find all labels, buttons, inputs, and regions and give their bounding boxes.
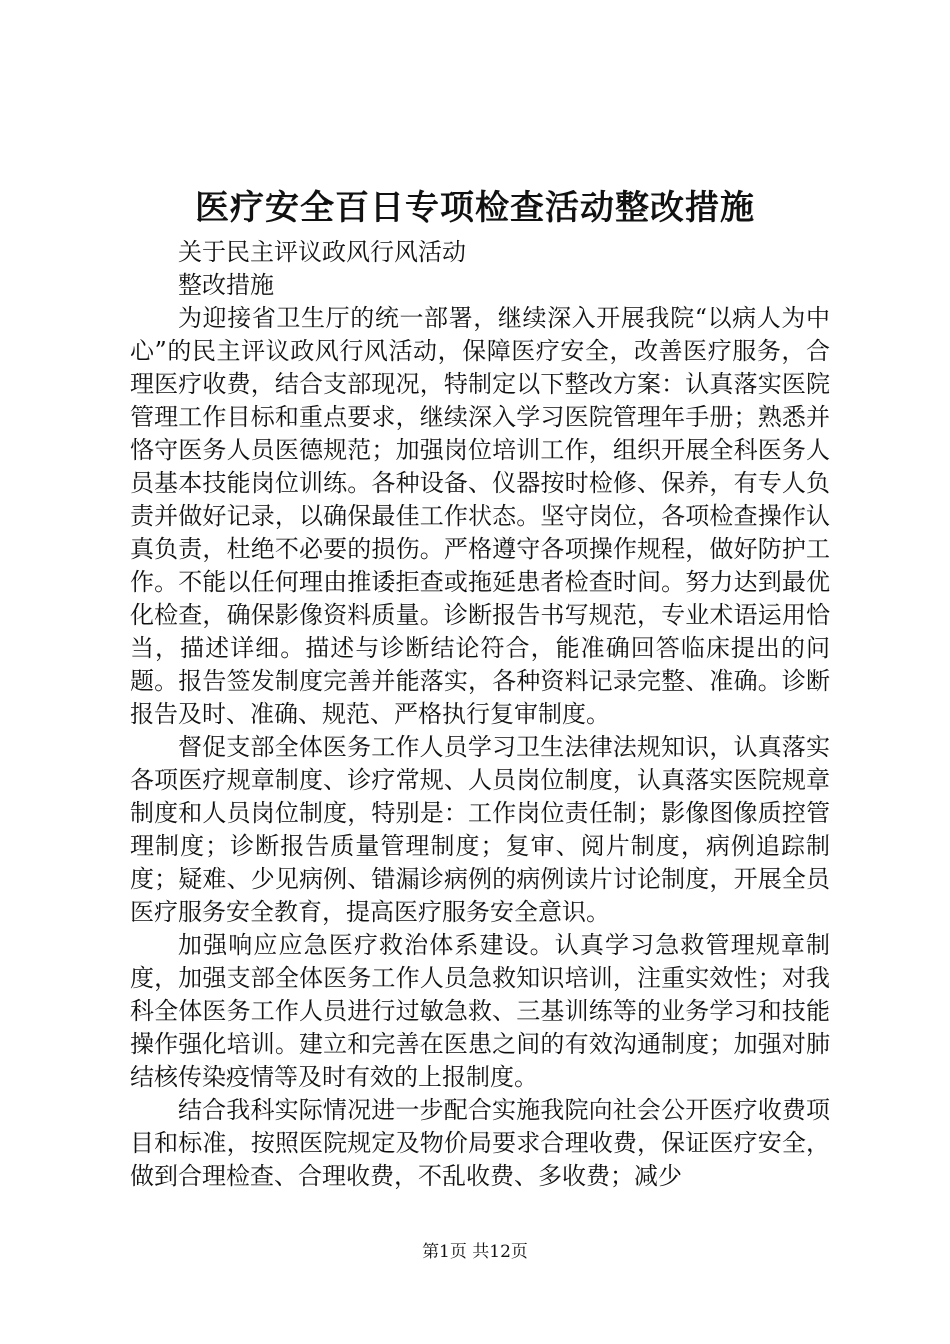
subtitle-line-2: 整改措施 [178, 271, 274, 299]
document-title: 医疗安全百日专项检查活动整改措施 [195, 188, 755, 228]
document-body [130, 236, 830, 1193]
subtitle-line-1: 关于民主评议政风行风活动 [178, 238, 466, 266]
body-paragraph: 结合我科实际情况进一步配合实施我院向社会公开医疗收费项目和标准，按照医院规定及物价局要求合理收费，保证医疗安全，做到合理检查、合理收费，不乱收费、多收费；减少 [130, 1096, 830, 1190]
body-paragraph: 加强响应应急医疗救治体系建设。认真学习急救管理规章制度，加强支部全体医务工作人员急救知识培训，注重实效性；对我科全体医务工作人员进行过敏急救、三基训练等的业务学习和技能操作强化培训。建立和完善在医患之间的有效沟通制度；加强对肺结核传染疫情等及时有效的上报制度。 [130, 931, 830, 1091]
body-paragraph: 为迎接省卫生厅的统一部署，继续深入开展我院“以病人为中心”的民主评议政风行风活动，保障医疗安全，改善医疗服务，合理医疗收费，结合支部现况，特制定以下整改方案：认真落实医院管理工作目标和重点要求，继续深入学习医院管理年手册；熟悉并恪守医务人员医德规范；加强岗位培训工作，组织开展全科医务人员基本技能岗位训练。各种设备、仪器按时检修、保养，有专人负责并做好记录，以确保最佳工作状态。坚守岗位，各项检查操作认真负责，杜绝不必要的损伤。严格遵守各项操作规程，做好防护工作。不能以任何理由推诿拒查或拖延患者检查时间。努力达到最优化检查，确保影像资料质量。诊断报告书写规范，专业术语运用恰当，描述详细。描述与诊断结论符合，能准确回答临床提出的问题。报告签发制度完善并能落实，各种资料记录完整、准确。诊断报告及时、准确、规范、严格执行复审制度。 [130, 304, 830, 728]
page-footer: 第1页 共12页 [422, 1242, 528, 1262]
body-paragraph: 督促支部全体医务工作人员学习卫生法律法规知识，认真落实各项医疗规章制度、诊疗常规、人员岗位制度，认真落实医院规章制度和人员岗位制度，特别是：工作岗位责任制；影像图像质控管理制度；诊断报告质量管理制度；复审、阅片制度，病例追踪制度；疑难、少见病例、错漏诊病例的病例读片讨论制度，开展全员医疗服务安全教育，提高医疗服务安全意识。 [130, 733, 830, 926]
